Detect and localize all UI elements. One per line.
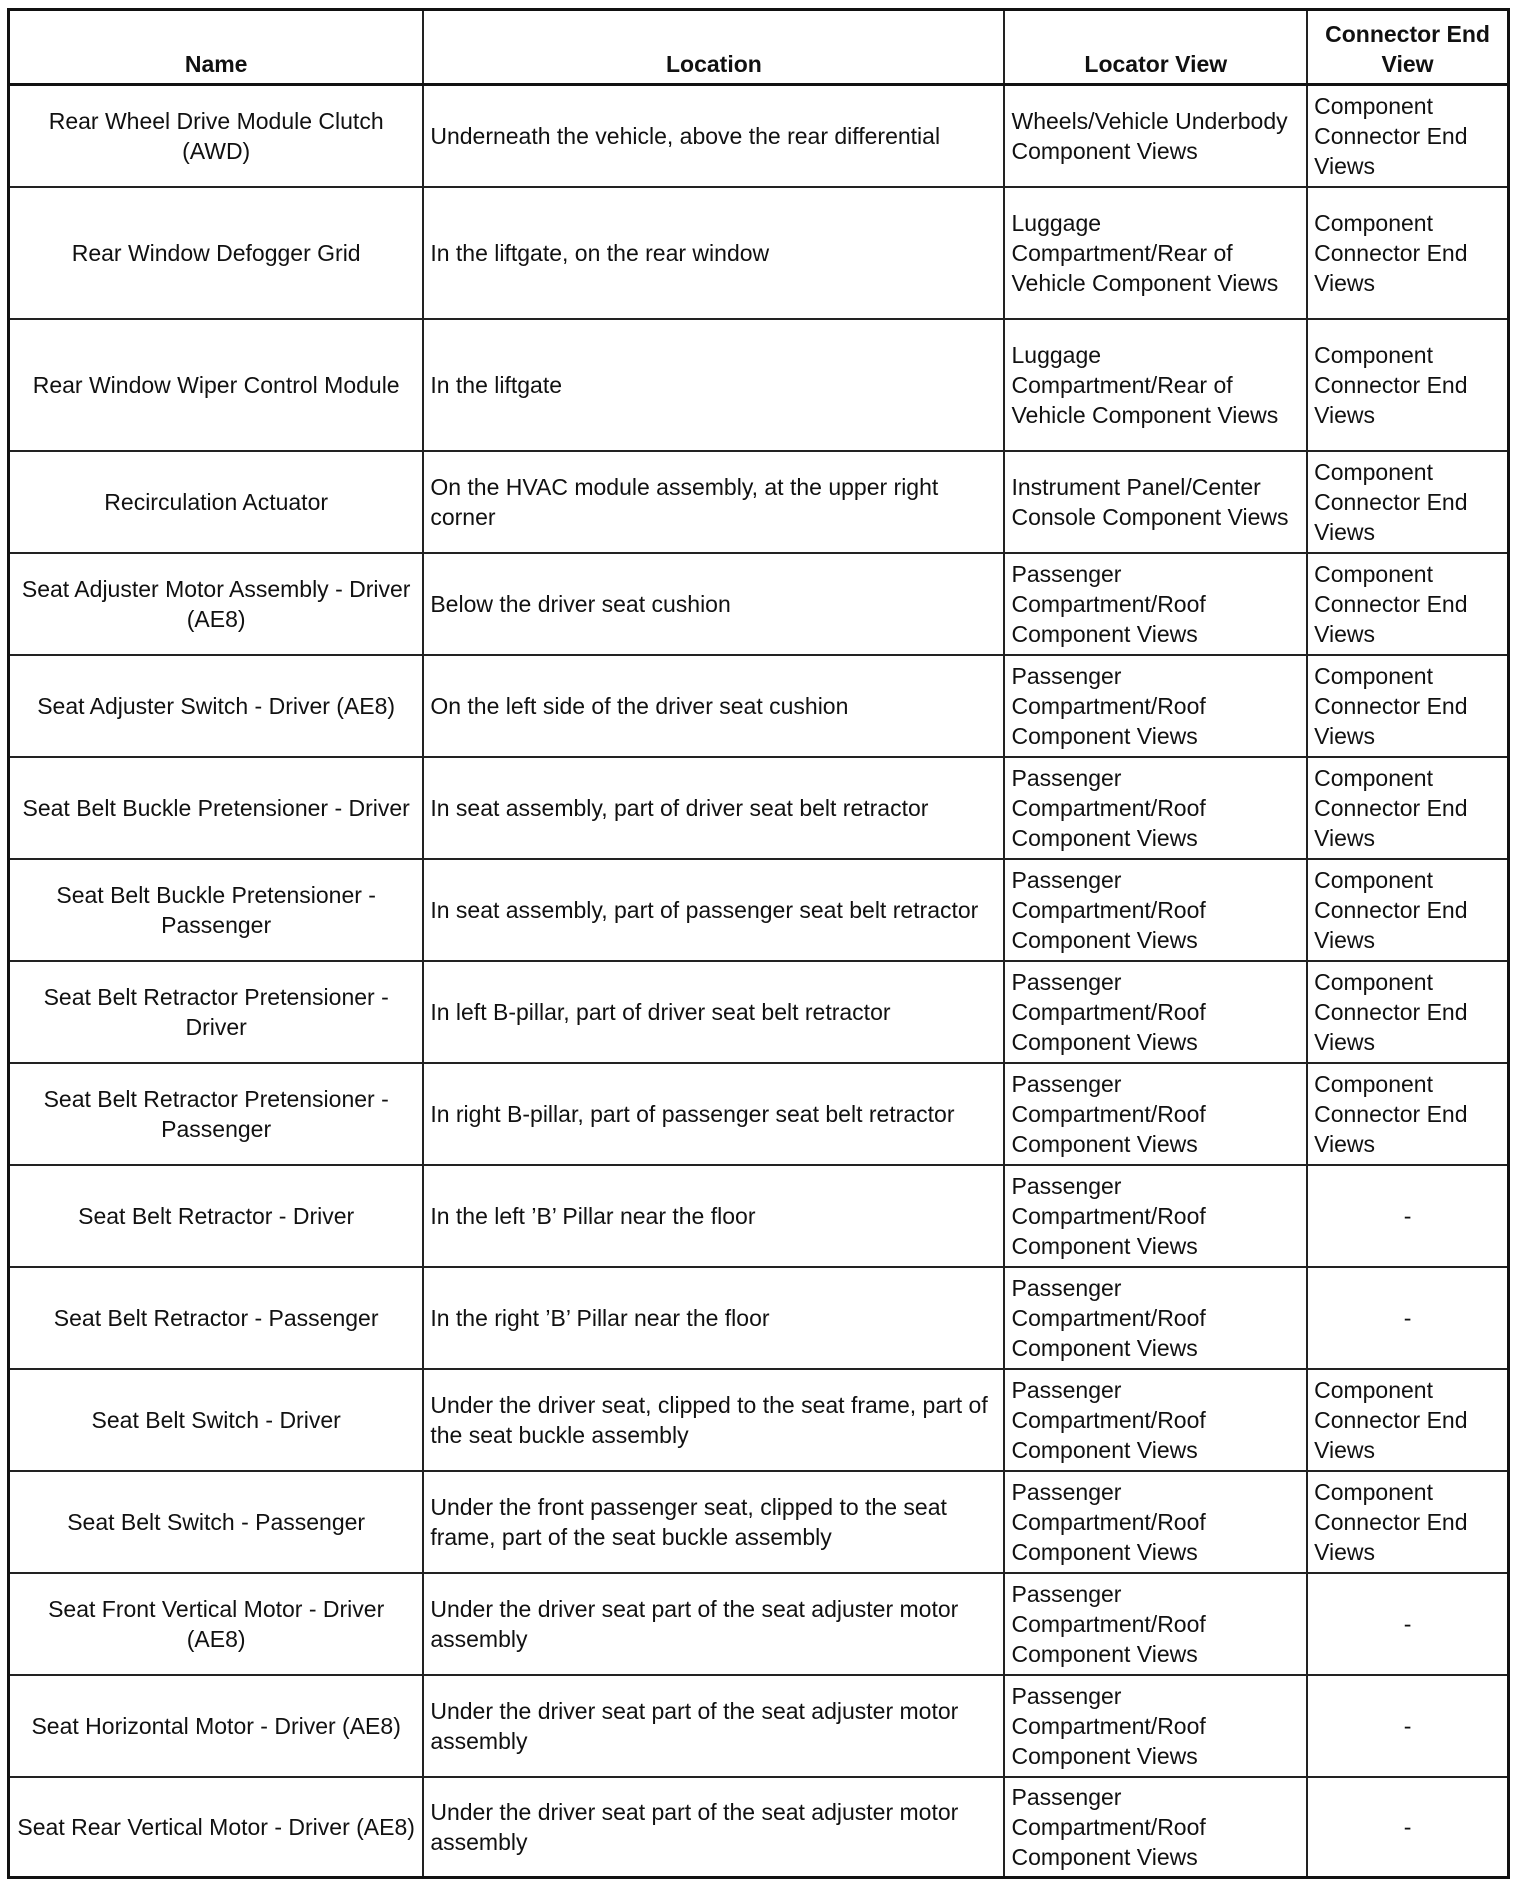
cell-location: Under the driver seat, clipped to the seat frame, part of the seat buckle assembly (423, 1369, 1004, 1471)
cell-location: On the HVAC module assembly, at the upper right corner (423, 451, 1004, 553)
cell-connector-end-view: Component Connector End Views (1307, 187, 1508, 319)
cell-location: In the liftgate (423, 319, 1004, 451)
table-row (9, 961, 1509, 1063)
cell-location: Under the driver seat part of the seat adjuster motor assembly (423, 1675, 1004, 1777)
cell-locator-view: Passenger Compartment/Roof Component Views (1004, 1165, 1307, 1267)
cell-connector-end-view: Component Connector End Views (1307, 859, 1508, 961)
cell-connector-end-view: - (1307, 1165, 1508, 1267)
cell-locator-view: Passenger Compartment/Roof Component Views (1004, 1369, 1307, 1471)
cell-location: In seat assembly, part of driver seat belt retractor (423, 757, 1004, 859)
cell-locator-view: Passenger Compartment/Roof Component Views (1004, 961, 1307, 1063)
cell-connector-end-view: - (1307, 1573, 1508, 1675)
cell-location: In the left ’B’ Pillar near the floor (423, 1165, 1004, 1267)
cell-locator-view: Passenger Compartment/Roof Component Views (1004, 1675, 1307, 1777)
cell-location: In left B-pillar, part of driver seat belt retractor (423, 961, 1004, 1063)
cell-location: Under the driver seat part of the seat adjuster motor assembly (423, 1777, 1004, 1878)
cell-name: Seat Adjuster Switch - Driver (AE8) (9, 655, 424, 757)
cell-name: Seat Front Vertical Motor - Driver (AE8) (9, 1573, 424, 1675)
table-row (9, 1267, 1509, 1369)
cell-locator-view: Passenger Compartment/Roof Component Views (1004, 1267, 1307, 1369)
cell-connector-end-view: Component Connector End Views (1307, 451, 1508, 553)
table-row (9, 1165, 1509, 1267)
cell-location: Underneath the vehicle, above the rear differential (423, 85, 1004, 187)
cell-locator-view: Wheels/Vehicle Underbody Component Views (1004, 85, 1307, 187)
cell-connector-end-view: Component Connector End Views (1307, 553, 1508, 655)
cell-connector-end-view: Component Connector End Views (1307, 1063, 1508, 1165)
header-name: Name (9, 10, 424, 85)
table-row (9, 1369, 1509, 1471)
cell-locator-view: Passenger Compartment/Roof Component Views (1004, 757, 1307, 859)
table-row (9, 1777, 1509, 1878)
table-body (9, 85, 1509, 1878)
table-row (9, 85, 1509, 187)
cell-name: Seat Horizontal Motor - Driver (AE8) (9, 1675, 424, 1777)
cell-connector-end-view: - (1307, 1777, 1508, 1878)
cell-connector-end-view: - (1307, 1267, 1508, 1369)
table-row (9, 655, 1509, 757)
cell-locator-view: Luggage Compartment/Rear of Vehicle Component Views (1004, 319, 1307, 451)
cell-name: Seat Belt Retractor - Passenger (9, 1267, 424, 1369)
cell-locator-view: Passenger Compartment/Roof Component Views (1004, 553, 1307, 655)
cell-name: Seat Belt Retractor Pretensioner - Passenger (9, 1063, 424, 1165)
cell-location: Under the driver seat part of the seat adjuster motor assembly (423, 1573, 1004, 1675)
cell-locator-view: Instrument Panel/Center Console Component Views (1004, 451, 1307, 553)
table-row (9, 1063, 1509, 1165)
table-row (9, 451, 1509, 553)
header-locator-view: Locator View (1004, 10, 1307, 85)
table-row (9, 553, 1509, 655)
table-row (9, 1573, 1509, 1675)
cell-location: On the left side of the driver seat cushion (423, 655, 1004, 757)
table-row (9, 1471, 1509, 1573)
cell-location: Under the front passenger seat, clipped to the seat frame, part of the seat buckle assembly (423, 1471, 1004, 1573)
cell-locator-view: Passenger Compartment/Roof Component Views (1004, 1777, 1307, 1878)
table-row (9, 319, 1509, 451)
cell-name: Seat Belt Retractor - Driver (9, 1165, 424, 1267)
cell-connector-end-view: Component Connector End Views (1307, 655, 1508, 757)
cell-name: Seat Belt Switch - Driver (9, 1369, 424, 1471)
cell-locator-view: Passenger Compartment/Roof Component Views (1004, 1573, 1307, 1675)
cell-locator-view: Passenger Compartment/Roof Component Views (1004, 655, 1307, 757)
cell-connector-end-view: Component Connector End Views (1307, 757, 1508, 859)
cell-name: Seat Belt Switch - Passenger (9, 1471, 424, 1573)
cell-name: Rear Window Wiper Control Module (9, 319, 424, 451)
component-location-table (7, 8, 1510, 1879)
cell-name: Seat Belt Retractor Pretensioner - Driver (9, 961, 424, 1063)
cell-locator-view: Passenger Compartment/Roof Component Views (1004, 1471, 1307, 1573)
header-row (9, 10, 1509, 85)
cell-location: In seat assembly, part of passenger seat belt retractor (423, 859, 1004, 961)
cell-name: Seat Adjuster Motor Assembly - Driver (AE8) (9, 553, 424, 655)
cell-connector-end-view: Component Connector End Views (1307, 1471, 1508, 1573)
cell-name: Rear Wheel Drive Module Clutch (AWD) (9, 85, 424, 187)
cell-name: Seat Rear Vertical Motor - Driver (AE8) (9, 1777, 424, 1878)
table-row (9, 859, 1509, 961)
cell-connector-end-view: Component Connector End Views (1307, 1369, 1508, 1471)
cell-locator-view: Passenger Compartment/Roof Component Views (1004, 1063, 1307, 1165)
cell-connector-end-view: Component Connector End Views (1307, 85, 1508, 187)
cell-connector-end-view: Component Connector End Views (1307, 961, 1508, 1063)
cell-location: In the right ’B’ Pillar near the floor (423, 1267, 1004, 1369)
header-connector-end-view: Connector End View (1307, 10, 1508, 85)
header-location: Location (423, 10, 1004, 85)
cell-location: In the liftgate, on the rear window (423, 187, 1004, 319)
cell-name: Seat Belt Buckle Pretensioner - Passenger (9, 859, 424, 961)
table-header (9, 10, 1509, 85)
table-row (9, 1675, 1509, 1777)
cell-locator-view: Luggage Compartment/Rear of Vehicle Component Views (1004, 187, 1307, 319)
cell-locator-view: Passenger Compartment/Roof Component Views (1004, 859, 1307, 961)
cell-connector-end-view: - (1307, 1675, 1508, 1777)
cell-location: Below the driver seat cushion (423, 553, 1004, 655)
cell-name: Seat Belt Buckle Pretensioner - Driver (9, 757, 424, 859)
cell-connector-end-view: Component Connector End Views (1307, 319, 1508, 451)
table-row (9, 757, 1509, 859)
cell-name: Rear Window Defogger Grid (9, 187, 424, 319)
cell-name: Recirculation Actuator (9, 451, 424, 553)
table-row (9, 187, 1509, 319)
cell-location: In right B-pillar, part of passenger seat belt retractor (423, 1063, 1004, 1165)
